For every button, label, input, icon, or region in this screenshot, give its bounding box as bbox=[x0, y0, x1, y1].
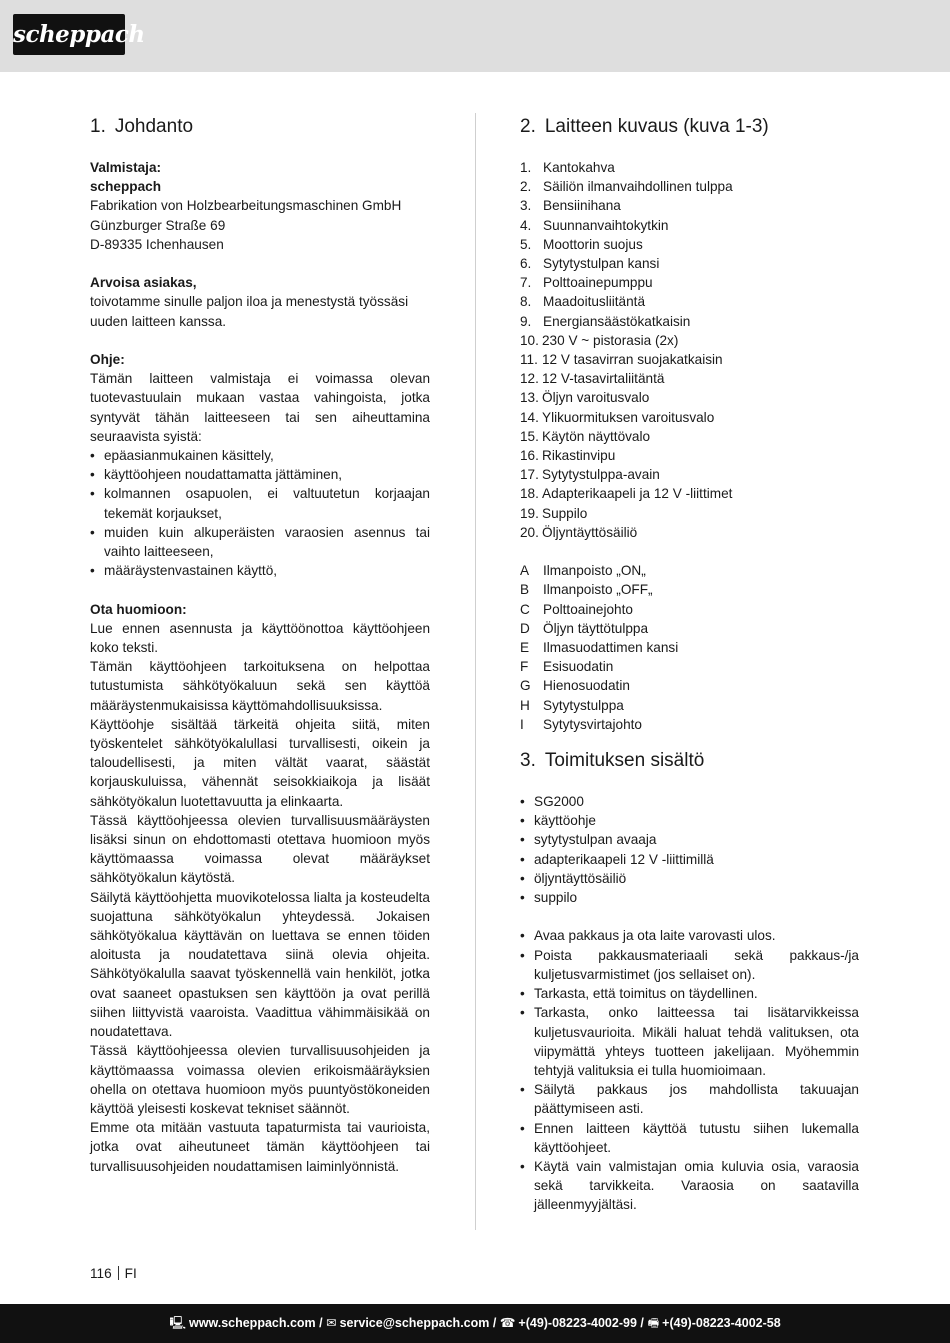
list-item: • Käytä vain valmistajan omia kuluvia osia, varaosia sekä tarvikkeita. Varaosia on saatavilla jälleenmyyjältäsi. bbox=[520, 1157, 859, 1215]
address-line: Fabrikation von Holzbearbeitungsmaschinen GmbH bbox=[90, 198, 402, 214]
letter-parts-list bbox=[520, 561, 859, 734]
fax-icon: 🖷 bbox=[647, 1316, 660, 1330]
greeting-text: toivotamme sinulle paljon iloa ja menestystä työssäsi uuden laitteen kanssa. bbox=[90, 294, 409, 329]
list-item: 18. Adapterikaapeli ja 12 V -liittimet bbox=[520, 486, 733, 502]
list-item: • kolmannen osapuolen, ei valtuutetun korjaajan tekemät korjaukset, bbox=[90, 484, 430, 522]
attention-paragraph: Emme ota mitään vastuuta tapaturmista tai vaurioista, jotka ovat aiheutuneet tämän käyttöohjeen tai turvallisuusohjeiden noudattamisen laiminlyönnistä. bbox=[90, 1120, 430, 1174]
list-item: 16. Rikastinvipu bbox=[520, 448, 616, 464]
list-item: 10. 230 V ~ pistorasia (2x) bbox=[520, 332, 679, 348]
list-item: D Öljyn täyttötulppa bbox=[520, 620, 649, 636]
note-text: Tämän laitteen valmistaja ei voimassa olevan tuotevastuulain mukaan vastaa vahingoista, jotka syntyvät tähän laitteeseen tai sen aiheuttamina seuraavista syistä: bbox=[90, 371, 430, 444]
section-heading-delivery: 3. Toimituksen sisältö bbox=[520, 750, 705, 772]
list-item: 6. Sytytystulpan kansi bbox=[520, 256, 660, 272]
list-item: 7. Polttoainepumppu bbox=[520, 275, 653, 291]
computer-icon: 🖳 bbox=[169, 1316, 187, 1330]
list-item: • muiden kuin alkuperäisten varaosien asennus tai vaihto laitteeseen, bbox=[90, 523, 430, 561]
contact-bar: 🖳 www.scheppach.com / ✉ service@scheppach.com / ☎ +(49)-08223-4002-99 / 🖷 +(49)-08223-4002-58 bbox=[0, 1304, 950, 1343]
list-item: • Tarkasta, onko laitteessa tai lisätarvikkeissa kuljetusvaurioita. Mikäli haluat tehdä valituksen, ota viipymättä yhteys tuotteen jakelijaan. Myöhemmin tehtyjä valituksia ei tulla huomioimaan. bbox=[520, 1003, 859, 1080]
list-item: • epäasianmukainen käsittely, bbox=[90, 446, 430, 465]
section-heading-introduction: 1. Johdanto bbox=[90, 116, 194, 137]
list-item: • käyttöohjeen noudattamatta jättäminen, bbox=[90, 465, 430, 484]
list-item: I Sytytysvirtajohto bbox=[520, 716, 642, 732]
attention-paragraph: Käyttöohje sisältää tärkeitä ohjeita siitä, miten työskentelet sähkötyökalullasi turvallisesti, oikein ja taloudellisesti, ja miten vältät vaarat, säästät korjauskuluissa, vähennät seisokkiaikoja ja lisäät sähkötyökalun luotettavuutta ja elinkaarta. bbox=[90, 716, 430, 809]
section-heading-device-description: 2. Laitteen kuvaus (kuva 1-3) bbox=[520, 116, 769, 137]
list-item: • öljyntäyttösäiliö bbox=[520, 869, 859, 888]
page-number: 116 FI bbox=[90, 1266, 137, 1281]
column-divider bbox=[475, 113, 476, 1230]
list-item: 14. Ylikuormituksen varoitusvalo bbox=[520, 409, 715, 425]
greeting-label: Arvoisa asiakas, bbox=[90, 275, 197, 291]
list-item: 4. Suunnanvaihtokytkin bbox=[520, 217, 669, 233]
list-item: • Säilytä pakkaus jos mahdollista takuuajan päättymiseen asti. bbox=[520, 1080, 859, 1118]
list-item: • Poista pakkausmateriaali sekä pakkaus-/ja kuljetusvarmistimet (jos sellaiset on). bbox=[520, 946, 859, 984]
scheppach-logo: scheppach bbox=[13, 14, 125, 55]
right-column bbox=[520, 114, 859, 1215]
list-item: 2. Säiliön ilmanvaihdollinen tulppa bbox=[520, 179, 733, 195]
email-link[interactable]: service@scheppach.com bbox=[339, 1316, 490, 1330]
attention-paragraph: Tässä käyttöohjeessa olevien turvallisuusmääräysten lisäksi sinun on ehdottomasti otettava huomioon myös käyttömaassa voimassa olevat määräykset sähkötyökalun käytöstä. bbox=[90, 812, 430, 886]
list-item: B Ilmanpoisto „OFF„ bbox=[520, 582, 653, 598]
list-item: 17. Sytytystulppa-avain bbox=[520, 467, 660, 483]
attention-paragraph: Tässä käyttöohjeessa olevien turvallisuusohjeiden ja käyttömaassa voimassa olevien erikoismääräyksien ohella on otettava huomioon myös puuntyöstökoneiden käyttöä yleisesti koskevat tekniset säännöt. bbox=[90, 1043, 430, 1116]
manufacturer-name: scheppach bbox=[90, 179, 162, 195]
address-line: D-89335 Ichenhausen bbox=[90, 236, 224, 252]
phone-number: +(49)-08223-4002-99 bbox=[518, 1316, 637, 1330]
manufacturer-label: Valmistaja: bbox=[90, 160, 162, 175]
list-item: • adapterikaapeli 12 V -liittimillä bbox=[520, 850, 859, 869]
note-label: Ohje: bbox=[90, 352, 125, 367]
list-item: • Ennen laitteen käyttöä tutustu siihen lukemalla käyttöohjeet. bbox=[520, 1119, 859, 1157]
list-item: 9. Energiansäästökatkaisin bbox=[520, 313, 691, 329]
unpacking-list bbox=[520, 926, 859, 1214]
list-item: 19. Suppilo bbox=[520, 505, 588, 521]
list-item: 3. Bensiinihana bbox=[520, 198, 621, 214]
parts-list bbox=[520, 158, 859, 542]
attention-paragraph: Tämän käyttöohjeen tarkoituksena on helpottaa tutustumista sähkötyökaluun sekä sen käyttöä määräystenmukaisissa käyttömahdollisuuksissa. bbox=[90, 659, 430, 713]
mail-icon: ✉ bbox=[326, 1316, 337, 1330]
list-item: • käyttöohje bbox=[520, 811, 859, 830]
liability-list bbox=[90, 446, 430, 580]
list-item: H Sytytystulppa bbox=[520, 697, 624, 713]
delivery-list bbox=[520, 792, 859, 907]
list-item: • Tarkasta, että toimitus on täydellinen. bbox=[520, 984, 859, 1003]
list-item: E Ilmasuodattimen kansi bbox=[520, 640, 679, 656]
list-item: • suppilo bbox=[520, 888, 859, 907]
header-band bbox=[0, 0, 950, 72]
list-item: F Esisuodatin bbox=[520, 659, 614, 675]
list-item: 11. 12 V tasavirran suojakatkaisin bbox=[520, 352, 723, 368]
fax-number: +(49)-08223-4002-58 bbox=[662, 1316, 781, 1330]
list-item: A Ilmanpoisto „ON„ bbox=[520, 563, 646, 579]
list-item: • määräystenvastainen käyttö, bbox=[90, 561, 430, 580]
list-item: 12. 12 V-tasavirtaliitäntä bbox=[520, 371, 665, 387]
phone-icon: ☎ bbox=[499, 1316, 516, 1330]
attention-label: Ota huomioon: bbox=[90, 601, 187, 617]
list-item: G Hienosuodatin bbox=[520, 678, 630, 694]
website-link[interactable]: www.scheppach.com bbox=[189, 1316, 316, 1330]
list-item: 8. Maadoitusliitäntä bbox=[520, 294, 646, 310]
address-line: Günzburger Straße 69 bbox=[90, 217, 226, 233]
list-item: C Polttoainejohto bbox=[520, 601, 633, 617]
attention-paragraph: Lue ennen asennusta ja käyttöönottoa käyttöohjeen koko teksti. bbox=[90, 620, 430, 656]
attention-paragraph: Säilytä käyttöohjetta muovikotelossa lialta ja kosteudelta suojattuna sähkötyökalun yhteydessä. Jokaisen sähkötyökalua käyttävän on luettava se ennen töiden aloitusta ja noudatettava siinä olevia ohjeita. Sähkötyökalulla saavat työskennellä vain henkilöt, jotka ovat saaneet opastuksen sen käyttöön ja ovat perillä siihen liittyvistä vaaroista. Vaadittua vähimmäisikää on noudatettava. bbox=[90, 889, 430, 1040]
list-item: 13. Öljyn varoitusvalo bbox=[520, 390, 650, 406]
list-item: • sytytystulpan avaaja bbox=[520, 830, 859, 849]
left-column bbox=[90, 114, 430, 1176]
list-item: • SG2000 bbox=[520, 792, 859, 811]
list-item: 1. Kantokahva bbox=[520, 160, 615, 175]
list-item: 15. Käytön näyttövalo bbox=[520, 428, 651, 444]
list-item: 5. Moottorin suojus bbox=[520, 236, 643, 252]
list-item: • Avaa pakkaus ja ota laite varovasti ulos. bbox=[520, 926, 859, 945]
list-item: 20. Öljyntäyttösäiliö bbox=[520, 524, 638, 540]
